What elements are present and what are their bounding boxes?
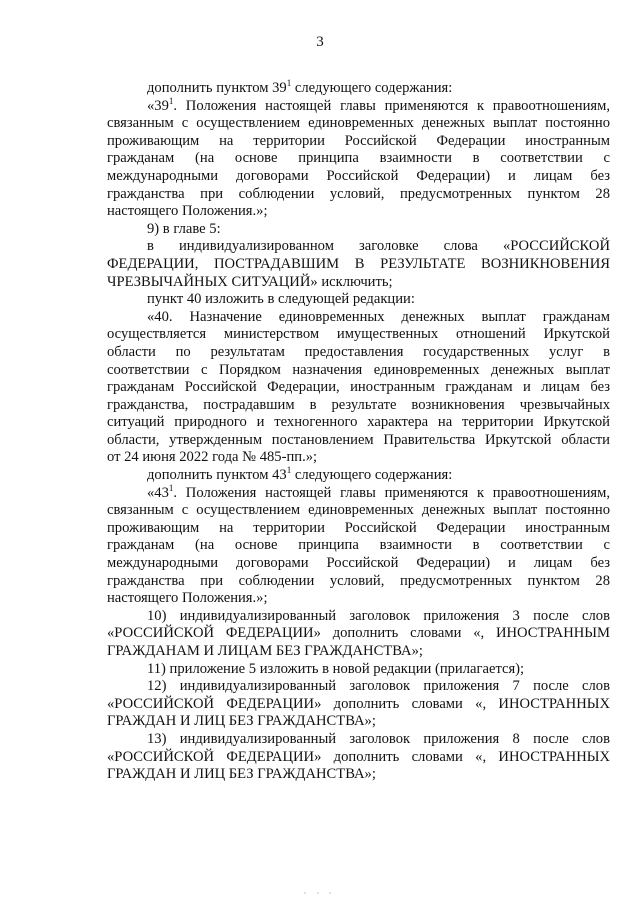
text-line: области по результатам предоставления государственных услуг в bbox=[107, 343, 610, 360]
text-line: гражданства, пострадавшим в результате возникновения чрезвычайных bbox=[107, 396, 610, 413]
text-line: соответствии с Порядком назначения единовременных денежных выплат bbox=[107, 361, 610, 378]
text-line: гражданам (на основе принципа взаимности в соответствии с bbox=[107, 150, 610, 167]
text-line: гражданам Российской Федерации, иностранным гражданам и лицам без bbox=[107, 379, 610, 396]
text-line: ГРАЖДАН И ЛИЦ БЕЗ ГРАЖДАНСТВА»; bbox=[107, 766, 376, 783]
text-line: международными договорами Российской Федерации) и лицам без bbox=[107, 555, 610, 572]
text-line: 9) в главе 5: bbox=[147, 220, 221, 237]
text-line: проживающим на территории Российской Федерации иностранным bbox=[107, 132, 610, 149]
text-line: ГРАЖДАН И ЛИЦ БЕЗ ГРАЖДАНСТВА»; bbox=[107, 713, 376, 730]
text-line: дополнить пунктом $43^1$ следующего содержания: bbox=[147, 465, 453, 484]
page-number: 3 bbox=[316, 34, 324, 50]
text-line: ГРАЖДАНАМ И ЛИЦАМ БЕЗ ГРАЖДАНСТВА»; bbox=[107, 643, 423, 659]
text-line: «РОССИЙСКОЙ ФЕДЕРАЦИИ» дополнить словами «, ИНОСТРАННЫХ bbox=[107, 695, 610, 712]
text-line: дополнить пунктом $39^1$ следующего содержания: bbox=[147, 78, 453, 96]
text-line: 11) приложение 5 изложить в новой редакции (прилагается); bbox=[147, 660, 525, 677]
text-line: ситуаций природного и техногенного характера на территории Иркутской bbox=[107, 414, 610, 431]
text-line: 13) индивидуализированный заголовок приложения 8 после слов bbox=[147, 730, 610, 747]
text-line: связанным с осуществлением единовременных денежных выплат постоянно bbox=[107, 115, 610, 132]
text-line: настоящего Положения.»; bbox=[107, 590, 268, 607]
text-line: области, утвержденным постановлением Правительства Иркутской области bbox=[107, 431, 610, 448]
text-line: гражданства при соблюдении условий, предусмотренных пунктом 28 bbox=[107, 572, 610, 589]
text-line: от 24 июня 2022 года № 485-пп.»; bbox=[107, 449, 318, 466]
text-line: гражданам (на основе принципа взаимности в соответствии с bbox=[107, 537, 610, 554]
text-line: ЧРЕЗВЫЧАЙНЫХ СИТУАЦИЙ» исключить; bbox=[107, 273, 393, 290]
scan-artifact bbox=[300, 892, 340, 894]
text-line: «РОССИЙСКОЙ ФЕДЕРАЦИИ» дополнить словами «, ИНОСТРАННЫМ bbox=[107, 625, 610, 642]
text-line: 12) индивидуализированный заголовок приложения 7 после слов bbox=[147, 678, 610, 695]
text-line: международными договорами Российской Федерации) и лицам без bbox=[107, 167, 610, 184]
text-line: связанным с осуществлением единовременных денежных выплат постоянно bbox=[107, 502, 610, 519]
text-line: в индивидуализированном заголовке слова «РОССИЙСКОЙ bbox=[147, 238, 610, 255]
text-line: проживающим на территории Российской Федерации иностранным bbox=[107, 519, 610, 536]
text-line: «40. Назначение единовременных денежных выплат гражданам bbox=[147, 308, 610, 325]
text-line: «$39^1$. Положения настоящей главы применяются к правоотношениям, bbox=[147, 95, 610, 114]
text-line: осуществляется министерством имущественных отношений Иркутской bbox=[107, 326, 610, 343]
text-line: «$43^1$. Положения настоящей главы применяются к правоотношениям, bbox=[147, 482, 610, 501]
text-line: ФЕДЕРАЦИИ, ПОСТРАДАВШИМ В РЕЗУЛЬТАТЕ ВОЗНИКНОВЕНИЯ bbox=[107, 255, 610, 272]
text-line: 10) индивидуализированный заголовок приложения 3 после слов bbox=[147, 607, 610, 624]
text-line: гражданства при соблюдении условий, предусмотренных пунктом 28 bbox=[107, 185, 610, 202]
text-line: настоящего Положения.»; bbox=[107, 203, 268, 220]
text-line: «РОССИЙСКОЙ ФЕДЕРАЦИИ» дополнить словами «, ИНОСТРАННЫХ bbox=[107, 748, 610, 765]
text-line: пункт 40 изложить в следующей редакции: bbox=[147, 291, 415, 308]
document-body bbox=[107, 80, 610, 784]
